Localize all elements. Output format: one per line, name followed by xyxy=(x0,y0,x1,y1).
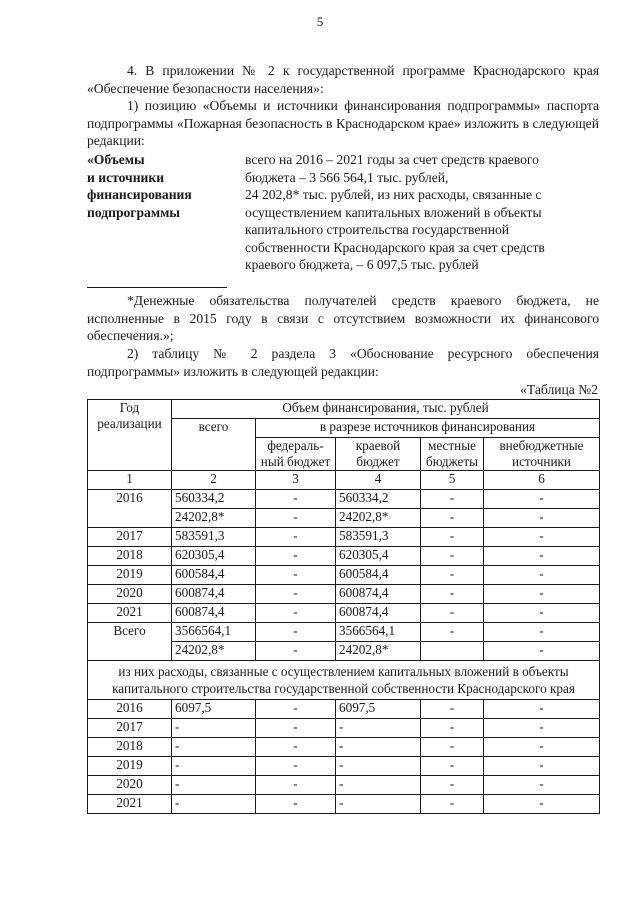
column-number: 1 xyxy=(88,471,172,490)
extra-cell: - xyxy=(484,776,600,795)
local-cell: - xyxy=(421,585,484,604)
year-cell: 2016 xyxy=(88,700,172,719)
total-cell: 583591,3 xyxy=(172,528,256,547)
federal-cell: - xyxy=(256,776,336,795)
amendment-item-1: 1) позицию «Объемы и источники финансирования подпрограммы» паспорта подпрограммы «Пожарная безопасность в Краснодарском крае» изложить в следующей редакции: xyxy=(87,98,599,148)
local-cell: - xyxy=(421,490,484,509)
total-cell: - xyxy=(172,719,256,738)
local-cell: - xyxy=(421,547,484,566)
federal-cell: - xyxy=(256,566,336,585)
local-cell xyxy=(421,642,484,661)
extra-cell: - xyxy=(484,795,600,814)
regional-cell: - xyxy=(336,738,421,757)
table-row xyxy=(88,604,600,623)
year-cell: 2017 xyxy=(88,528,172,547)
capital-row xyxy=(88,776,600,795)
extra-cell: - xyxy=(484,642,600,661)
header-volume: Объем финансирования, тыс. рублей xyxy=(172,400,600,419)
passport-position-title: «Объемы и источники финансирования подпрограммы xyxy=(87,152,192,220)
column-number: 5 xyxy=(421,471,484,490)
total-cell: 560334,2 xyxy=(172,490,256,509)
local-cell: - xyxy=(421,757,484,776)
extra-cell: - xyxy=(484,700,600,719)
regional-cell: 560334,2 xyxy=(336,490,421,509)
total-cell: 620305,4 xyxy=(172,547,256,566)
extra-cell: - xyxy=(484,604,600,623)
capital-row xyxy=(88,738,600,757)
header-total: всего xyxy=(172,419,256,471)
table-row xyxy=(88,566,600,585)
year-cell: Всего xyxy=(88,623,172,661)
header-federal: федераль-ный бюджет xyxy=(256,438,336,471)
local-cell: - xyxy=(421,700,484,719)
year-cell: 2016 xyxy=(88,490,172,528)
federal-cell: - xyxy=(256,642,336,661)
total-cell: 3566564,1 xyxy=(172,623,256,642)
regional-cell: 600584,4 xyxy=(336,566,421,585)
footnote: *Денежные обязательства получателей средств краевого бюджета, не исполненные в 2015 году в связи с отсутствием возможности их финансового обеспечения.»; xyxy=(87,293,599,343)
regional-cell: - xyxy=(336,719,421,738)
federal-cell: - xyxy=(256,490,336,509)
local-cell: - xyxy=(421,795,484,814)
total-cell: - xyxy=(172,738,256,757)
local-cell: - xyxy=(421,738,484,757)
table-row xyxy=(88,547,600,566)
regional-cell: 6097,5 xyxy=(336,700,421,719)
regional-cell: 620305,4 xyxy=(336,547,421,566)
column-number-row xyxy=(88,471,600,490)
funding-table xyxy=(87,399,600,814)
header-local: местные бюджеты xyxy=(421,438,484,471)
year-cell: 2020 xyxy=(88,776,172,795)
footnote-divider xyxy=(87,287,227,288)
year-cell: 2021 xyxy=(88,795,172,814)
extra-cell: - xyxy=(484,490,600,509)
extra-cell: - xyxy=(484,547,600,566)
total-cell: 600874,4 xyxy=(172,585,256,604)
table-row xyxy=(88,528,600,547)
header-year: Год реализации xyxy=(88,400,172,471)
extra-cell: - xyxy=(484,738,600,757)
table-row xyxy=(88,623,600,642)
total-cell: 600584,4 xyxy=(172,566,256,585)
federal-cell: - xyxy=(256,738,336,757)
capital-row xyxy=(88,719,600,738)
year-cell: 2018 xyxy=(88,738,172,757)
passport-position-text: всего на 2016 – 2021 годы за счет средств краевого бюджета – 3 566 564,1 тыс. рублей, 24 202,8* тыс. рублей, из них расходы, связанные с осуществлением капитальных вложений в объекты капитального строительства государственной собственности Краснодарского края за счет средств краевого бюджета, – 6 097,5 тыс. рублей xyxy=(245,152,545,272)
federal-cell: - xyxy=(256,719,336,738)
header-sources: в разрезе источников финансирования xyxy=(256,419,600,438)
local-cell: - xyxy=(421,528,484,547)
total-cell: - xyxy=(172,776,256,795)
total-cell: 24202,8* xyxy=(172,642,256,661)
total-cell: - xyxy=(172,757,256,776)
regional-cell: 3566564,1 xyxy=(336,623,421,642)
extra-cell: - xyxy=(484,585,600,604)
federal-cell: - xyxy=(256,795,336,814)
total-cell: 24202,8* xyxy=(172,509,256,528)
capital-row xyxy=(88,757,600,776)
regional-cell: 600874,4 xyxy=(336,585,421,604)
federal-cell: - xyxy=(256,547,336,566)
extra-cell: - xyxy=(484,719,600,738)
local-cell: - xyxy=(421,776,484,795)
local-cell: - xyxy=(421,509,484,528)
extra-cell: - xyxy=(484,509,600,528)
local-cell: - xyxy=(421,604,484,623)
extra-cell: - xyxy=(484,757,600,776)
federal-cell: - xyxy=(256,585,336,604)
capital-row xyxy=(88,795,600,814)
amendment-item-2: 2) таблицу № 2 раздела 3 «Обоснование ресурсного обеспечения подпрограммы» изложить в следующей редакции: xyxy=(87,346,599,379)
capital-note-row xyxy=(88,661,600,700)
column-number: 4 xyxy=(336,471,421,490)
regional-cell: - xyxy=(336,776,421,795)
year-cell: 2021 xyxy=(88,604,172,623)
regional-cell: 24202,8* xyxy=(336,509,421,528)
year-cell: 2017 xyxy=(88,719,172,738)
year-cell: 2020 xyxy=(88,585,172,604)
header-regional: краевой бюджет xyxy=(336,438,421,471)
total-cell: 600874,4 xyxy=(172,604,256,623)
table-row xyxy=(88,490,600,509)
extra-cell: - xyxy=(484,623,600,642)
total-cell: 6097,5 xyxy=(172,700,256,719)
regional-cell: 583591,3 xyxy=(336,528,421,547)
regional-cell: 24202,8* xyxy=(336,642,421,661)
local-cell: - xyxy=(421,566,484,585)
regional-cell: - xyxy=(336,757,421,776)
column-number: 2 xyxy=(172,471,256,490)
extra-cell: - xyxy=(484,528,600,547)
local-cell: - xyxy=(421,719,484,738)
amendment-paragraph-4: 4. В приложении № 2 к государственной программе Краснодарского края «Обеспечение безопасности населения»: xyxy=(87,63,599,96)
header-extra: внебюджетные источники xyxy=(484,438,600,471)
year-cell: 2019 xyxy=(88,566,172,585)
federal-cell: - xyxy=(256,623,336,642)
table-row xyxy=(88,585,600,604)
federal-cell: - xyxy=(256,528,336,547)
capital-expenditure-note: из них расходы, связанные с осуществлением капитальных вложений в объекты капитального строительства государственной собственности Краснодарского края xyxy=(88,661,600,700)
total-cell: - xyxy=(172,795,256,814)
federal-cell: - xyxy=(256,509,336,528)
capital-row xyxy=(88,700,600,719)
regional-cell: 600874,4 xyxy=(336,604,421,623)
extra-cell: - xyxy=(484,566,600,585)
local-cell: - xyxy=(421,623,484,642)
table-caption: «Таблица №2 xyxy=(520,382,598,397)
federal-cell: - xyxy=(256,700,336,719)
page-number: 5 xyxy=(316,14,324,29)
year-cell: 2018 xyxy=(88,547,172,566)
column-number: 3 xyxy=(256,471,336,490)
column-number: 6 xyxy=(484,471,600,490)
year-cell: 2019 xyxy=(88,757,172,776)
federal-cell: - xyxy=(256,757,336,776)
federal-cell: - xyxy=(256,604,336,623)
regional-cell: - xyxy=(336,795,421,814)
